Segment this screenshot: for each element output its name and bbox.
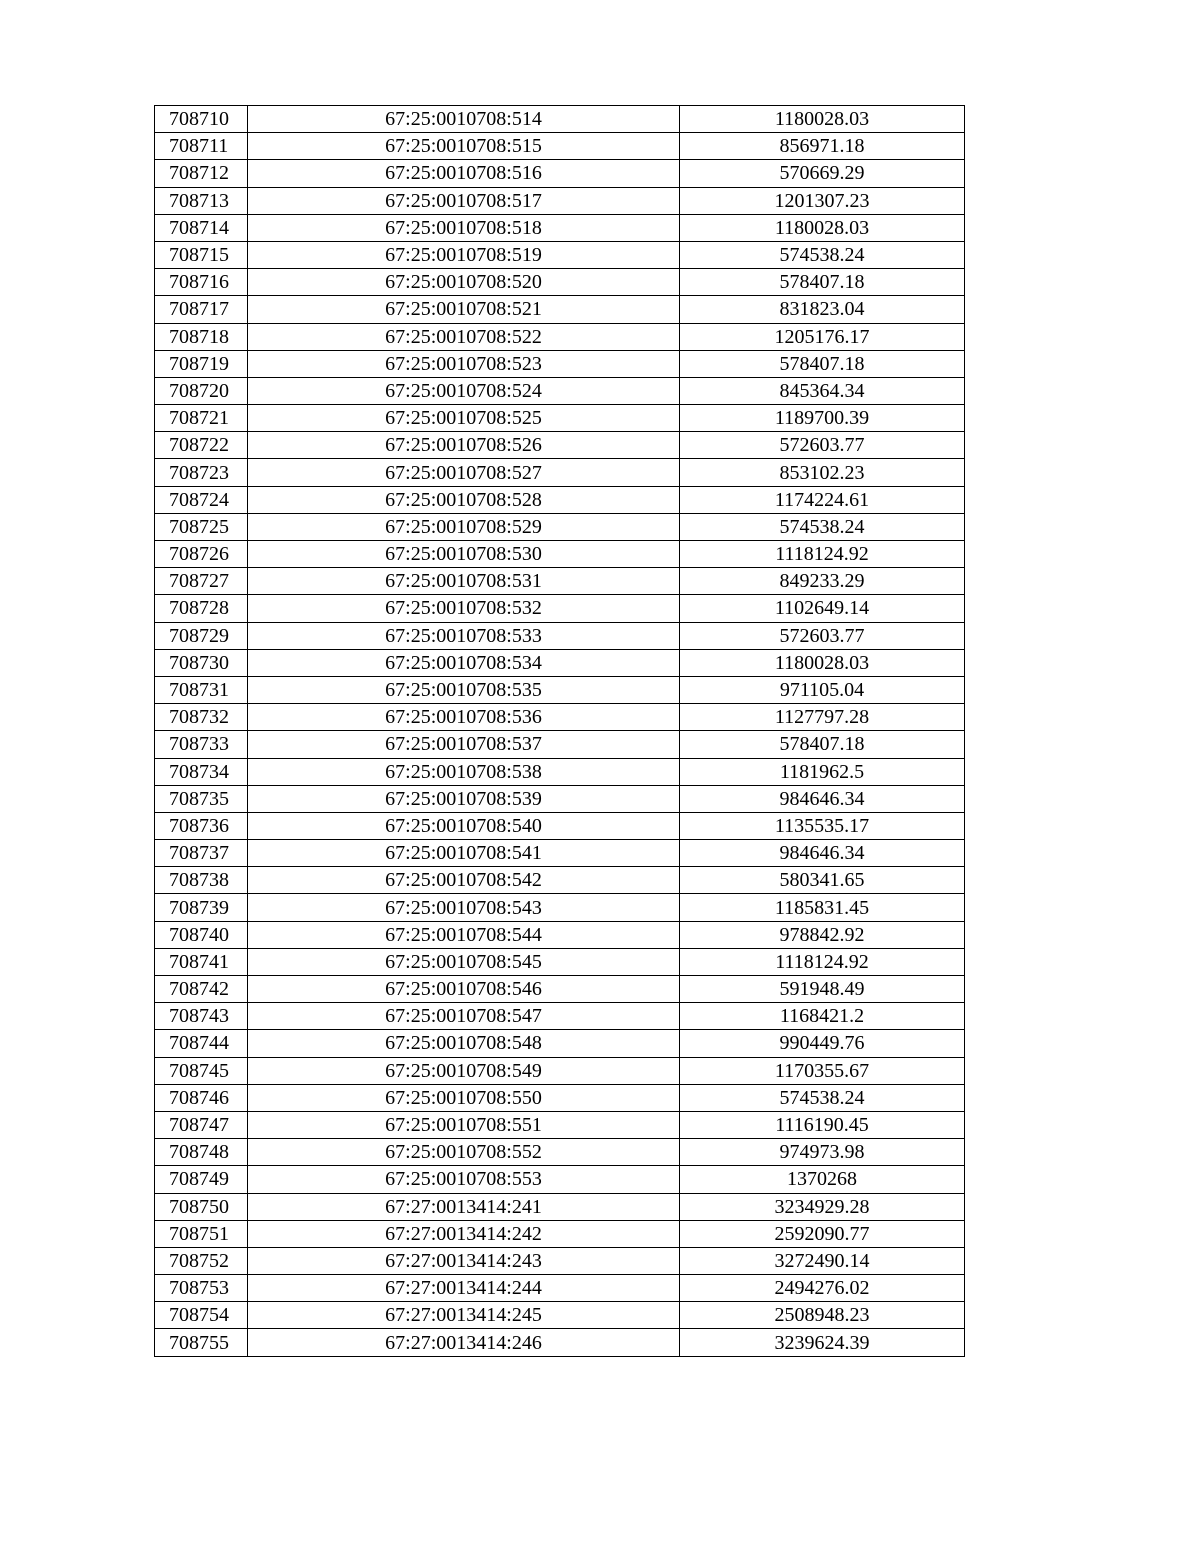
value-cell: 1185831.45 [680,894,965,921]
value-cell: 845364.34 [680,377,965,404]
table-row [155,133,965,160]
table-row [155,622,965,649]
value-cell: 1205176.17 [680,323,965,350]
value-cell: 2508948.23 [680,1302,965,1329]
cadastral-number-cell: 67:25:0010708:528 [248,486,680,513]
table-row [155,1329,965,1356]
table-row [155,704,965,731]
cadastral-number-cell: 67:25:0010708:547 [248,1003,680,1030]
row-number-cell: 708712 [155,160,248,187]
row-number-cell: 708745 [155,1057,248,1084]
table-row [155,459,965,486]
value-cell: 578407.18 [680,731,965,758]
value-cell: 831823.04 [680,296,965,323]
row-number-cell: 708726 [155,541,248,568]
cadastral-number-cell: 67:25:0010708:520 [248,269,680,296]
value-cell: 1170355.67 [680,1057,965,1084]
row-number-cell: 708711 [155,133,248,160]
cadastral-number-cell: 67:25:0010708:549 [248,1057,680,1084]
row-number-cell: 708750 [155,1193,248,1220]
row-number-cell: 708744 [155,1030,248,1057]
value-cell: 984646.34 [680,785,965,812]
row-number-cell: 708748 [155,1139,248,1166]
value-cell: 1201307.23 [680,187,965,214]
table-row [155,323,965,350]
value-cell: 574538.24 [680,513,965,540]
cadastral-number-cell: 67:25:0010708:516 [248,160,680,187]
cadastral-value-table [154,105,965,1357]
value-cell: 1135535.17 [680,812,965,839]
value-cell: 1174224.61 [680,486,965,513]
row-number-cell: 708727 [155,568,248,595]
value-cell: 1180028.03 [680,106,965,133]
value-cell: 1180028.03 [680,214,965,241]
table-row [155,1139,965,1166]
value-cell: 849233.29 [680,568,965,595]
row-number-cell: 708735 [155,785,248,812]
row-number-cell: 708753 [155,1275,248,1302]
row-number-cell: 708740 [155,921,248,948]
row-number-cell: 708730 [155,649,248,676]
value-cell: 572603.77 [680,622,965,649]
table-row [155,1166,965,1193]
cadastral-number-cell: 67:25:0010708:536 [248,704,680,731]
value-cell: 856971.18 [680,133,965,160]
value-cell: 1181962.5 [680,758,965,785]
value-cell: 1127797.28 [680,704,965,731]
value-cell: 572603.77 [680,432,965,459]
row-number-cell: 708722 [155,432,248,459]
table-row [155,214,965,241]
row-number-cell: 708733 [155,731,248,758]
table-row [155,1057,965,1084]
cadastral-number-cell: 67:25:0010708:541 [248,840,680,867]
value-cell: 853102.23 [680,459,965,486]
value-cell: 3234929.28 [680,1193,965,1220]
cadastral-number-cell: 67:27:0013414:243 [248,1247,680,1274]
table-row [155,948,965,975]
cadastral-number-cell: 67:25:0010708:533 [248,622,680,649]
cadastral-number-cell: 67:25:0010708:529 [248,513,680,540]
table-row [155,785,965,812]
cadastral-number-cell: 67:25:0010708:532 [248,595,680,622]
table-row [155,160,965,187]
cadastral-number-cell: 67:25:0010708:544 [248,921,680,948]
cadastral-number-cell: 67:25:0010708:539 [248,785,680,812]
cadastral-number-cell: 67:25:0010708:523 [248,350,680,377]
table-row [155,568,965,595]
value-cell: 591948.49 [680,976,965,1003]
value-cell: 974973.98 [680,1139,965,1166]
table-row [155,486,965,513]
table-row [155,1030,965,1057]
table-row [155,676,965,703]
cadastral-number-cell: 67:25:0010708:534 [248,649,680,676]
row-number-cell: 708713 [155,187,248,214]
cadastral-number-cell: 67:27:0013414:244 [248,1275,680,1302]
table-row [155,1084,965,1111]
cadastral-number-cell: 67:25:0010708:548 [248,1030,680,1057]
table-row [155,405,965,432]
cadastral-number-cell: 67:25:0010708:521 [248,296,680,323]
table-row [155,867,965,894]
value-cell: 3239624.39 [680,1329,965,1356]
cadastral-number-cell: 67:25:0010708:551 [248,1111,680,1138]
value-cell: 3272490.14 [680,1247,965,1274]
row-number-cell: 708728 [155,595,248,622]
value-cell: 2592090.77 [680,1220,965,1247]
table-row [155,1275,965,1302]
row-number-cell: 708732 [155,704,248,731]
row-number-cell: 708718 [155,323,248,350]
cadastral-number-cell: 67:25:0010708:550 [248,1084,680,1111]
table-row [155,840,965,867]
value-cell: 580341.65 [680,867,965,894]
cadastral-number-cell: 67:25:0010708:538 [248,758,680,785]
cadastral-number-cell: 67:25:0010708:522 [248,323,680,350]
table-row [155,976,965,1003]
cadastral-number-cell: 67:25:0010708:515 [248,133,680,160]
value-cell: 1102649.14 [680,595,965,622]
value-cell: 984646.34 [680,840,965,867]
cadastral-number-cell: 67:25:0010708:543 [248,894,680,921]
row-number-cell: 708724 [155,486,248,513]
value-cell: 1118124.92 [680,948,965,975]
cadastral-number-cell: 67:25:0010708:524 [248,377,680,404]
row-number-cell: 708716 [155,269,248,296]
value-cell: 578407.18 [680,269,965,296]
row-number-cell: 708710 [155,106,248,133]
cadastral-number-cell: 67:25:0010708:518 [248,214,680,241]
cadastral-number-cell: 67:25:0010708:540 [248,812,680,839]
table-row [155,1247,965,1274]
cadastral-number-cell: 67:25:0010708:525 [248,405,680,432]
cadastral-number-cell: 67:25:0010708:553 [248,1166,680,1193]
table-row [155,1003,965,1030]
row-number-cell: 708729 [155,622,248,649]
table-row [155,513,965,540]
table-row [155,812,965,839]
row-number-cell: 708725 [155,513,248,540]
value-cell: 1180028.03 [680,649,965,676]
cadastral-number-cell: 67:27:0013414:241 [248,1193,680,1220]
table-row [155,241,965,268]
cadastral-number-cell: 67:25:0010708:530 [248,541,680,568]
value-cell: 978842.92 [680,921,965,948]
row-number-cell: 708741 [155,948,248,975]
row-number-cell: 708739 [155,894,248,921]
value-cell: 570669.29 [680,160,965,187]
value-cell: 1189700.39 [680,405,965,432]
row-number-cell: 708714 [155,214,248,241]
row-number-cell: 708736 [155,812,248,839]
table-row [155,1220,965,1247]
row-number-cell: 708717 [155,296,248,323]
cadastral-number-cell: 67:25:0010708:517 [248,187,680,214]
cadastral-number-cell: 67:25:0010708:552 [248,1139,680,1166]
value-cell: 1370268 [680,1166,965,1193]
row-number-cell: 708751 [155,1220,248,1247]
table-row [155,649,965,676]
table-row [155,106,965,133]
cadastral-number-cell: 67:25:0010708:542 [248,867,680,894]
table-row [155,541,965,568]
row-number-cell: 708742 [155,976,248,1003]
cadastral-number-cell: 67:27:0013414:245 [248,1302,680,1329]
row-number-cell: 708719 [155,350,248,377]
cadastral-number-cell: 67:25:0010708:535 [248,676,680,703]
cadastral-number-cell: 67:27:0013414:246 [248,1329,680,1356]
table-row [155,1193,965,1220]
row-number-cell: 708754 [155,1302,248,1329]
row-number-cell: 708737 [155,840,248,867]
cadastral-number-cell: 67:25:0010708:514 [248,106,680,133]
table-row [155,377,965,404]
row-number-cell: 708715 [155,241,248,268]
table-row [155,432,965,459]
row-number-cell: 708720 [155,377,248,404]
cadastral-number-cell: 67:25:0010708:537 [248,731,680,758]
row-number-cell: 708743 [155,1003,248,1030]
value-cell: 971105.04 [680,676,965,703]
cadastral-number-cell: 67:25:0010708:545 [248,948,680,975]
row-number-cell: 708734 [155,758,248,785]
value-cell: 578407.18 [680,350,965,377]
table-row [155,1302,965,1329]
row-number-cell: 708752 [155,1247,248,1274]
table-row [155,269,965,296]
table-row [155,758,965,785]
value-cell: 574538.24 [680,1084,965,1111]
cadastral-number-cell: 67:25:0010708:519 [248,241,680,268]
table-body [155,106,965,1357]
row-number-cell: 708746 [155,1084,248,1111]
cadastral-number-cell: 67:25:0010708:546 [248,976,680,1003]
table-row [155,595,965,622]
cadastral-number-cell: 67:25:0010708:527 [248,459,680,486]
row-number-cell: 708755 [155,1329,248,1356]
row-number-cell: 708723 [155,459,248,486]
value-cell: 990449.76 [680,1030,965,1057]
table-row [155,731,965,758]
cadastral-number-cell: 67:27:0013414:242 [248,1220,680,1247]
row-number-cell: 708747 [155,1111,248,1138]
table-row [155,1111,965,1138]
table-row [155,921,965,948]
value-cell: 1118124.92 [680,541,965,568]
value-cell: 1168421.2 [680,1003,965,1030]
row-number-cell: 708738 [155,867,248,894]
table-row [155,350,965,377]
value-cell: 1116190.45 [680,1111,965,1138]
table-row [155,894,965,921]
row-number-cell: 708721 [155,405,248,432]
cadastral-number-cell: 67:25:0010708:526 [248,432,680,459]
value-cell: 574538.24 [680,241,965,268]
row-number-cell: 708749 [155,1166,248,1193]
value-cell: 2494276.02 [680,1275,965,1302]
cadastral-number-cell: 67:25:0010708:531 [248,568,680,595]
table-row [155,296,965,323]
row-number-cell: 708731 [155,676,248,703]
table-row [155,187,965,214]
